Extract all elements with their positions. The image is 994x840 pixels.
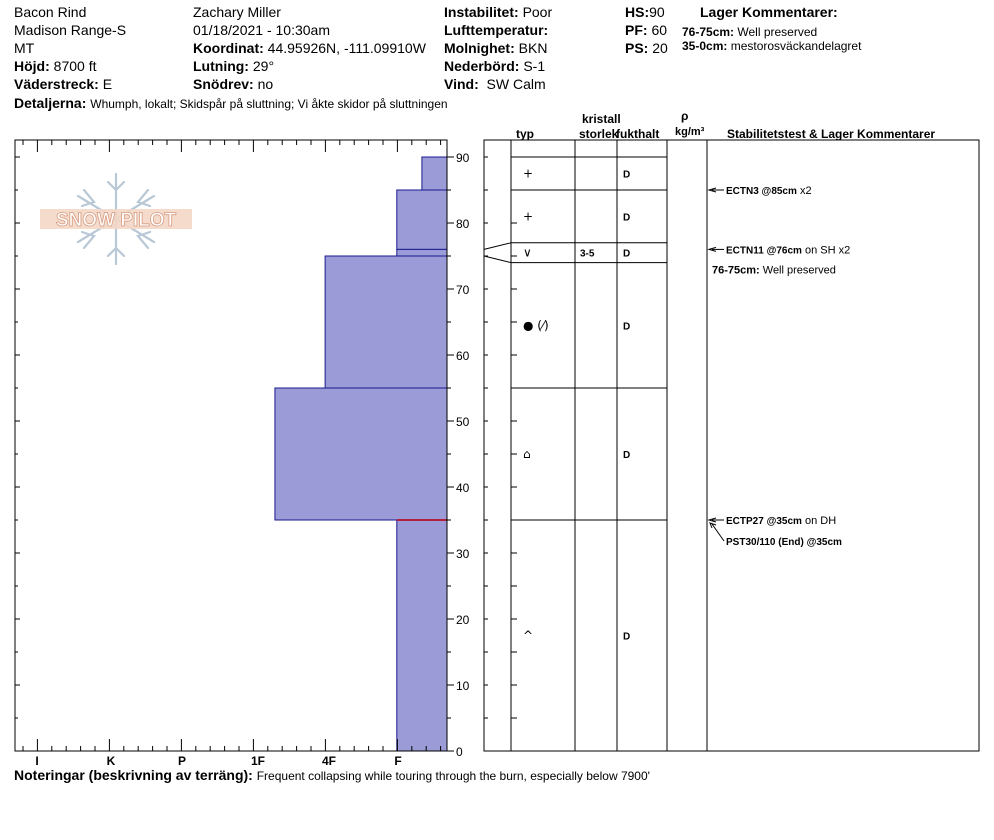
stability-test-1: ECTN11 @76cm on SH x2 <box>726 244 851 257</box>
elevation-label: Höjd: <box>14 58 50 74</box>
pf-label: PF: <box>625 22 648 38</box>
elevation-value: 8700 ft <box>53 58 97 74</box>
slope-label: Lutning: <box>193 58 249 74</box>
crystal-type-3: ● (⁄) <box>523 318 549 333</box>
air-temp-label: Lufttemperatur: <box>444 22 549 38</box>
hardness-label-I: I <box>35 754 39 768</box>
table-frame <box>484 140 979 751</box>
ps-value: 20 <box>652 40 668 56</box>
col-header-crystal: kristall <box>582 112 621 126</box>
wind-label: Vind: <box>444 76 479 92</box>
instability-value: Poor <box>522 4 553 20</box>
location-line-1: Bacon Rind <box>14 4 87 20</box>
coordinates-value: 44.95926N, -111.09910W <box>267 40 426 56</box>
layer-comment-2-text: mestorosväckandelagret <box>730 39 862 53</box>
stability-arrow-3 <box>712 524 724 541</box>
y-tick-label-50: 50 <box>456 415 470 429</box>
coordinates-label: Koordinat: <box>193 40 264 56</box>
details-label: Detaljerna: <box>14 95 87 111</box>
precipitation-value: S-1 <box>523 58 546 74</box>
col-header-size: storlek <box>579 127 619 141</box>
hardness-label-K: K <box>106 754 116 768</box>
profile-layer-4 <box>275 388 447 520</box>
y-tick-label-90: 90 <box>456 151 470 165</box>
stability-note-1: 76-75cm: Well preserved <box>712 264 836 277</box>
ps-label: PS: <box>625 40 649 56</box>
moisture-4: D <box>623 450 631 461</box>
layer-comment-2-range: 35-0cm: <box>682 39 728 53</box>
moisture-5: D <box>623 631 631 643</box>
hardness-label-1F: 1F <box>250 754 266 768</box>
crystal-type-2: ∨ <box>523 245 532 260</box>
datetime: 01/18/2021 - 10:30am <box>193 22 330 38</box>
y-tick-label-10: 10 <box>456 679 470 693</box>
hs-value: 90 <box>649 4 665 20</box>
layer-comment-1-text: Well preserved <box>737 25 818 39</box>
crystal-type-0: + <box>523 166 534 181</box>
profile-layer-0 <box>422 157 447 190</box>
crystal-type-5: ^ <box>523 628 534 643</box>
crystal-size-2: 3-5 <box>580 248 595 260</box>
terrain-notes <box>14 767 650 784</box>
cloud-cover-value: BKN <box>518 40 548 56</box>
location-line-2: Madison Range-S <box>14 22 127 38</box>
layer-comments-title: Lager Kommentarer: <box>700 4 838 20</box>
col-header-density-unit: kg/m³ <box>675 126 705 138</box>
location-line-3: MT <box>14 40 35 56</box>
wind-drift-label: Snödrev: <box>193 76 254 92</box>
col-header-moisture: fukthalt <box>616 127 660 141</box>
terrain-notes-text: Frequent collapsing while touring through the burn, especially below 7900' <box>256 769 650 783</box>
stability-test-3: PST30/110 (End) @35cm <box>726 537 842 548</box>
connector-75 <box>484 256 511 263</box>
y-tick-label-70: 70 <box>456 283 470 297</box>
stability-test-2: ECTP27 @35cm on DH <box>726 515 837 527</box>
wind-value: SW Calm <box>486 76 546 92</box>
observer: Zachary Miller <box>193 4 281 20</box>
y-tick-label-30: 30 <box>456 547 470 561</box>
hardness-label-P: P <box>177 754 187 768</box>
precipitation-label: Nederbörd: <box>444 58 520 74</box>
y-tick-label-40: 40 <box>456 481 470 495</box>
moisture-2: D <box>623 248 631 260</box>
cloud-cover-label: Molnighet: <box>444 40 515 56</box>
terrain-notes-label: Noteringar (beskrivning av terräng): <box>14 767 253 783</box>
aspect-label: Väderstreck: <box>14 76 99 92</box>
wind-drift-value: no <box>257 76 274 92</box>
instability-label: Instabilitet: <box>444 4 519 20</box>
col-header-rho: ρ <box>681 109 689 123</box>
logo-text: SNOW PILOT <box>55 210 177 231</box>
pf-value: 60 <box>651 22 668 38</box>
aspect-value: E <box>102 76 113 92</box>
hardness-label-F: F <box>394 754 402 768</box>
y-tick-label-0: 0 <box>456 745 463 759</box>
profile-layer-3 <box>325 256 447 388</box>
moisture-3: D <box>623 321 631 333</box>
connector-76 <box>484 243 511 250</box>
details-value: Whumph, lokalt; Skidspår på sluttning; Vi åkte skidor på sluttningen <box>90 97 448 111</box>
profile-layer-1 <box>397 190 447 249</box>
moisture-0: D <box>623 169 631 181</box>
col-header-stability: Stabilitetstest & Lager Kommentarer <box>727 127 936 141</box>
hs-label: HS: <box>625 4 650 20</box>
y-tick-label-80: 80 <box>456 217 470 231</box>
profile-layer-5 <box>397 520 447 751</box>
layer-comment-1-range: 76-75cm: <box>682 25 735 39</box>
profile-layer-2 <box>397 249 447 256</box>
crystal-type-1: + <box>523 209 534 224</box>
crystal-type-4: ⌂ <box>523 447 531 461</box>
stability-test-0: ECTN3 @85cm x2 <box>726 185 812 197</box>
moisture-1: D <box>623 212 631 224</box>
hardness-label-4F: 4F <box>321 754 337 768</box>
y-tick-label-60: 60 <box>456 349 470 363</box>
slope-value: 29° <box>252 58 275 74</box>
col-header-type: typ <box>516 127 534 141</box>
y-tick-label-20: 20 <box>456 613 470 627</box>
